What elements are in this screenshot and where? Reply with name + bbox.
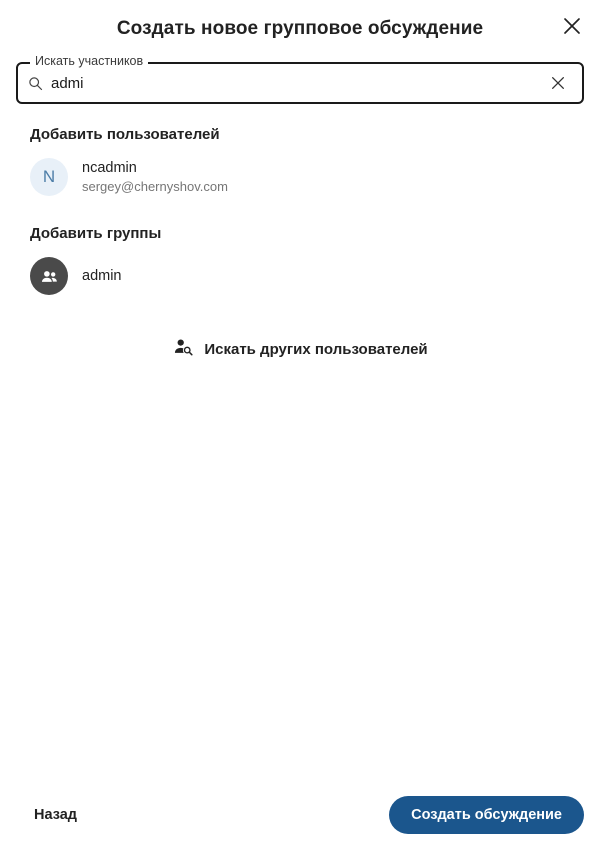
search-results bbox=[0, 104, 600, 782]
user-search-icon bbox=[172, 336, 194, 363]
create-conversation-button[interactable]: Создать обсуждение bbox=[389, 796, 584, 834]
magnifier-glyph bbox=[28, 76, 43, 91]
list-item[interactable] bbox=[16, 250, 584, 302]
clear-glyph bbox=[550, 75, 566, 91]
search-text-input[interactable] bbox=[51, 75, 544, 92]
back-button[interactable]: Назад bbox=[16, 797, 95, 833]
search-other-users-button[interactable] bbox=[158, 328, 441, 371]
search-other-users-label: Искать других пользователей bbox=[204, 341, 428, 358]
page-title: Создать новое групповое обсуждение bbox=[116, 18, 484, 39]
list-item-name: ncadmin bbox=[82, 159, 137, 176]
section-title-users: Добавить пользователей bbox=[30, 126, 220, 143]
section-users bbox=[16, 126, 584, 203]
list-item-text bbox=[82, 159, 228, 195]
list-item[interactable] bbox=[16, 151, 584, 203]
group-glyph bbox=[39, 266, 60, 287]
avatar: N bbox=[30, 158, 68, 196]
list-item-name: admin bbox=[82, 267, 122, 284]
group-icon bbox=[30, 257, 68, 295]
section-groups bbox=[16, 225, 584, 302]
clear-search-icon[interactable] bbox=[544, 69, 572, 97]
list-item-email: sergey@chernyshov.com bbox=[82, 178, 228, 194]
close-icon[interactable] bbox=[552, 6, 592, 46]
search-input[interactable] bbox=[16, 54, 584, 104]
search-field-wrapper bbox=[16, 54, 584, 104]
dialog-footer bbox=[0, 782, 600, 854]
section-title-groups: Добавить группы bbox=[30, 225, 162, 242]
user-search-glyph bbox=[172, 336, 194, 358]
list-item-text bbox=[82, 267, 122, 286]
close-glyph bbox=[563, 17, 581, 35]
search-label: Искать участников bbox=[30, 55, 148, 68]
search-icon bbox=[28, 76, 43, 91]
